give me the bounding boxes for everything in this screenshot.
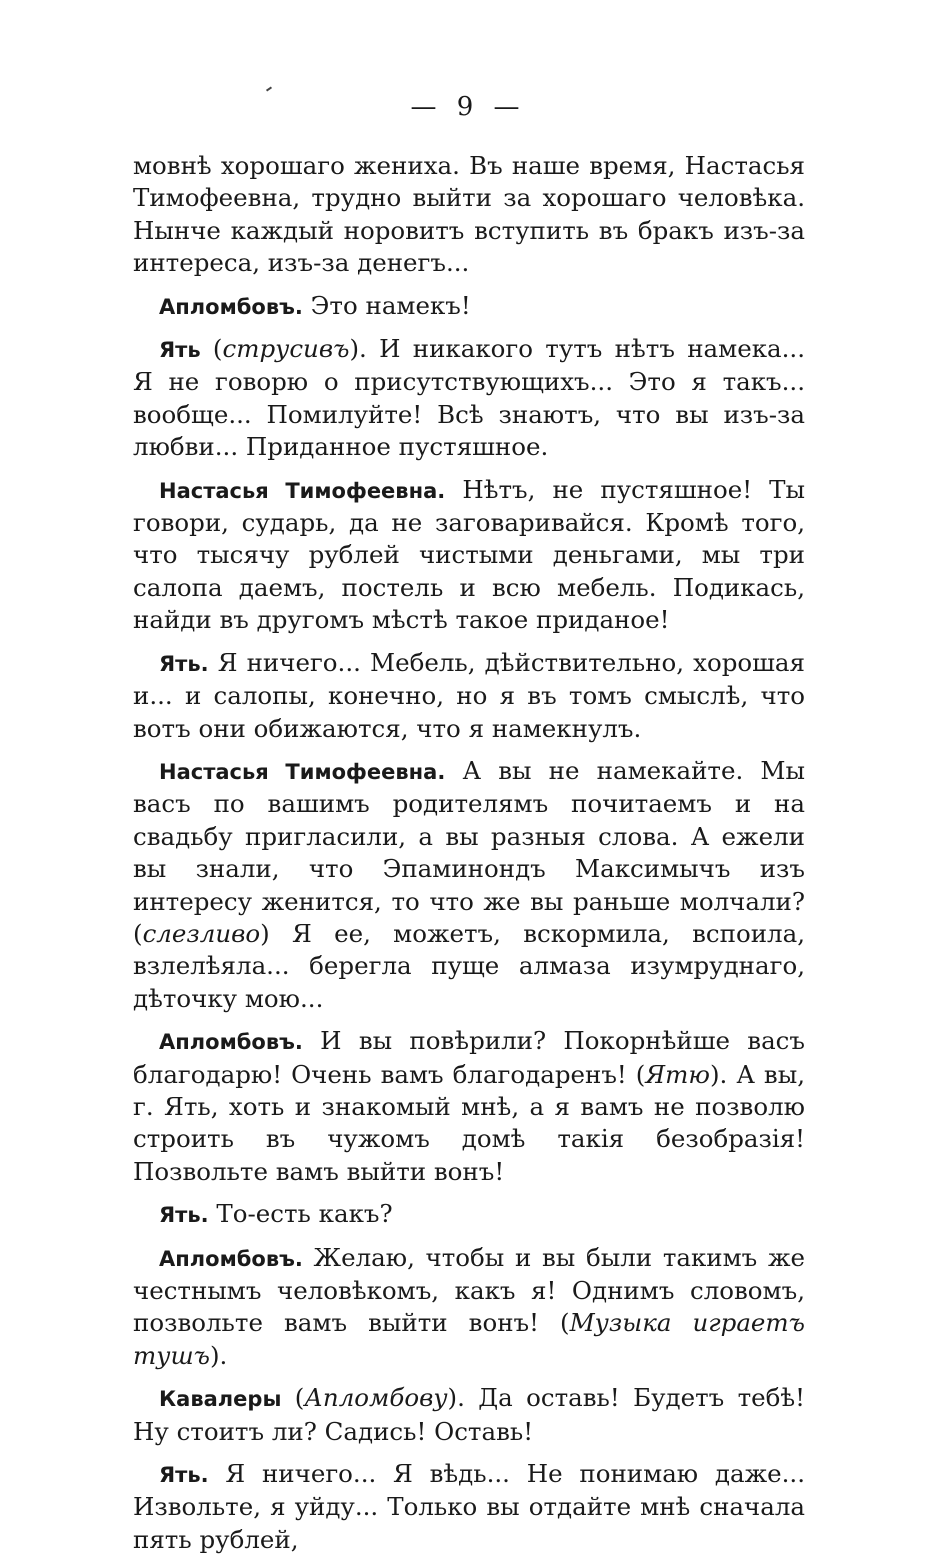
- page-body: [133, 150, 805, 1566]
- paragraph-text: (: [281, 1383, 305, 1413]
- paragraph-kavalery: [133, 1382, 805, 1448]
- paragraph-yat-1: [133, 333, 805, 464]
- paragraph-text: А вы не намекайте. Мы васъ по вашимъ родителямъ почитаемъ и на свадьбу пригласили, а вы разныя слова. А ежели вы знали, что Эпаминондъ Максимычъ изъ интересу женится, то что же вы раньше молчали? (: [133, 755, 805, 948]
- paragraph-text: Нѣтъ, не пустяшное! Ты говори, сударь, да не заговаривайся. Кромѣ того, что тысячу рублей чистыми деньгами, мы три салопа даемъ, постель и всю мебель. Подикась, найди въ другомъ мѣстѣ такое приданое!: [133, 474, 805, 635]
- speaker-name: Ять: [159, 338, 201, 363]
- paragraph-text: И вы повѣрили? Покорнѣйше васъ благодарю! Очень вамъ благодаренъ! (: [133, 1026, 805, 1089]
- paragraph-aplombov-2: [133, 1025, 805, 1188]
- speaker-name: Ять.: [159, 1463, 209, 1488]
- paragraph-text: (: [200, 334, 223, 364]
- paragraph-yat-3: [133, 1198, 805, 1231]
- speaker-name: Настасья Тимофеевна.: [159, 478, 446, 503]
- paragraph-text: ).: [209, 1340, 228, 1370]
- paragraph-aplombov-3: [133, 1242, 805, 1373]
- stage-direction: Ятю: [645, 1059, 710, 1089]
- speaker-name: Настасья Тимофеевна.: [159, 759, 446, 784]
- paragraph-text: Я ничего... Я вѣдь... Не понимаю даже... Извольте, я уйду... Только вы отдайте мнѣ сначала пять рублей,: [133, 1459, 805, 1554]
- stage-direction: Апломбову: [304, 1383, 448, 1413]
- paragraph-nastasya-1: [133, 474, 805, 637]
- paragraph-text: ). А вы, г. Ять, хоть и знакомый мнѣ, а я вамъ не позволю строить въ чужомъ домѣ такія безобразія! Позвольте вамъ выйти вонъ!: [133, 1059, 806, 1186]
- paragraph-text: Я ничего... Мебель, дѣйствительно, хорошая и... и салопы, конечно, но я въ томъ смыслѣ, что вотъ они обижаются, что я намекнулъ.: [133, 647, 805, 743]
- page-number: — 9 —: [410, 92, 526, 122]
- speaker-name: Ять.: [159, 1203, 209, 1228]
- paragraph-continued: [133, 150, 805, 280]
- speaker-name: Апломбовъ.: [159, 1030, 303, 1055]
- paragraph-text: мовнѣ хорошаго жениха. Въ наше время, Настасья Тимофеевна, трудно выйти за хорошаго человѣка. Нынче каждый норовитъ вступить въ бракъ изъ-за интереса, изъ-за денегъ...: [133, 151, 805, 278]
- speaker-name: Апломбовъ.: [159, 1246, 303, 1271]
- paragraph-aplombov-1: [133, 290, 805, 323]
- paragraph-text: Желаю, чтобы и вы были такимъ же честнымъ человѣкомъ, какъ я! Однимъ словомъ, позвольте вамъ выйти вонъ! (: [133, 1242, 805, 1338]
- ink-speck: [266, 86, 272, 91]
- speaker-name: Апломбовъ.: [159, 294, 303, 319]
- paragraph-text: ) Я ее, можетъ, вскормила, вспоила, взлелѣяла... берегла пуще алмаза изумруднаго, дѣточку мою...: [133, 918, 805, 1013]
- speaker-name: Ять.: [159, 651, 209, 676]
- stage-direction: Музыка играетъ тушъ: [133, 1308, 805, 1370]
- paragraph-text: ). Да оставь! Будетъ тебѣ! Ну стоитъ ли? Садись! Оставь!: [133, 1383, 805, 1446]
- paragraph-text: ). И никакого тутъ нѣтъ намека... Я не говорю о присутствующихъ... Это я такъ... вообще... Помилуйте! Всѣ знаютъ, что вы изъ-за любви... Приданное пустяшное.: [133, 334, 805, 462]
- speaker-name: Кавалеры: [159, 1387, 282, 1412]
- paragraph-text: Это намекъ!: [302, 290, 471, 320]
- paragraph-yat-2: [133, 647, 805, 745]
- paragraph-text: То-есть какъ?: [208, 1199, 393, 1229]
- stage-direction: струсивъ: [222, 334, 350, 364]
- stage-direction: слезливо: [142, 918, 261, 948]
- paragraph-nastasya-2: [133, 755, 805, 1015]
- paragraph-yat-4: [133, 1458, 805, 1556]
